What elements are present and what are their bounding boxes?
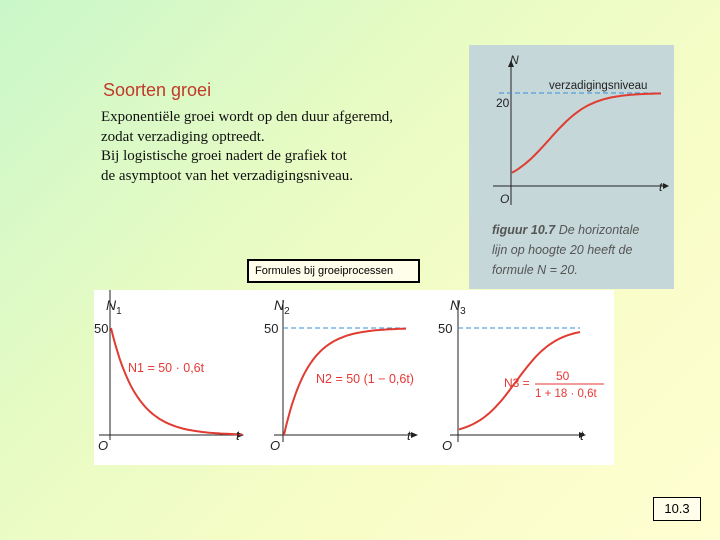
graph-logistic	[438, 297, 604, 453]
x-axis-arrow	[411, 432, 418, 438]
caption-line: De horizontale	[555, 223, 640, 237]
level-label: verzadigingsniveau	[549, 80, 648, 92]
caption-bold: figuur 10.7	[492, 223, 556, 237]
origin-label: O	[500, 192, 510, 206]
y-tick-label: 50	[264, 321, 279, 336]
decay-curve	[111, 328, 242, 434]
y-tick-label: 50	[94, 321, 109, 336]
y-axis-label: N	[510, 53, 519, 67]
x-axis-label: t	[407, 428, 411, 443]
origin-label: O	[442, 438, 453, 453]
graph-exponential-decay	[94, 290, 244, 453]
body-line: Exponentiële groei wordt op den duur afgeremd,	[101, 109, 393, 125]
y-axis-label: $N_2$	[274, 297, 290, 317]
y-tick-label: 50	[438, 321, 453, 336]
x-axis-label: t	[659, 180, 663, 194]
formula-lhs: N3 =	[504, 376, 530, 390]
formula-label: N1 = 50 · 0,6t	[128, 361, 205, 375]
origin-label: O	[98, 438, 109, 453]
y-axis-label: $N_1$	[106, 297, 122, 317]
x-axis-label: t	[236, 428, 240, 443]
logistic-curve	[512, 93, 661, 172]
caption-line: formule N = 20.	[492, 263, 578, 277]
formulas-button[interactable]: Formules bij groeiprocessen	[247, 259, 420, 283]
formula-label: N2 = 50 (1 − 0,6t)	[316, 372, 414, 386]
figure-caption	[492, 220, 672, 280]
figure-image	[469, 45, 674, 289]
caption-line: lijn op hoogte 20 heeft de	[492, 243, 633, 257]
growth-graphs-image	[94, 290, 614, 465]
page-number: 10.3	[653, 497, 701, 521]
body-line: Bij logistische groei nadert de grafiek tot	[101, 148, 347, 164]
x-axis-arrow	[663, 183, 669, 189]
growth-graphs	[94, 290, 614, 465]
formula-numerator: 50	[556, 369, 570, 383]
body-text	[101, 108, 451, 186]
body-line: de asymptoot van het verzadigingsniveau.	[101, 167, 354, 184]
graph-bounded-growth	[264, 297, 418, 453]
origin-label: O	[270, 438, 281, 453]
slide-title: Soorten groei	[103, 80, 212, 100]
y-axis-label: $N_3$	[450, 297, 466, 317]
y-tick-label: 20	[496, 96, 510, 110]
x-axis-label: t	[580, 428, 584, 443]
body-line: zodat verzadiging optreedt.	[101, 128, 265, 145]
formula-denominator: 1 + 18 · 0,6t	[535, 388, 597, 400]
